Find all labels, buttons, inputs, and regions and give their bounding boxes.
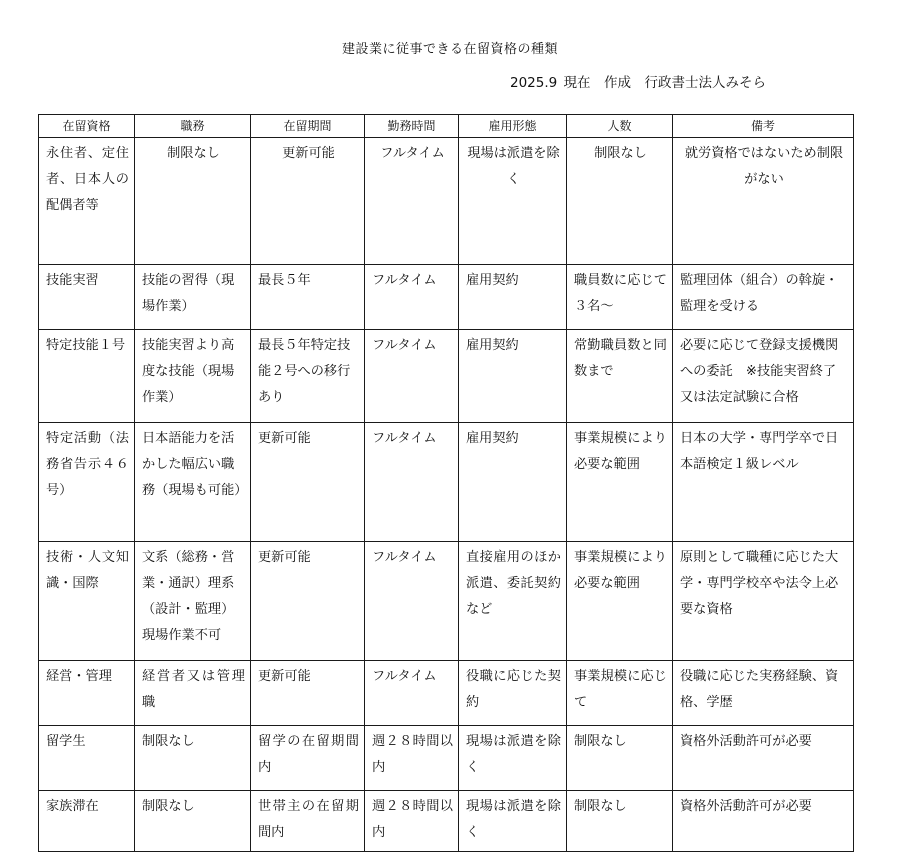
cell-hours: フルタイム — [365, 265, 459, 330]
cell-employment: 現場は派遣を除く — [459, 791, 567, 852]
cell-employment: 雇用契約 — [459, 330, 567, 423]
cell-period: 更新可能 — [251, 138, 365, 265]
cell-remarks: 資格外活動許可が必要 — [673, 791, 854, 852]
cell-hours: 週２８時間以内 — [365, 791, 459, 852]
cell-headcount: 制限なし — [567, 791, 673, 852]
table-row — [39, 542, 854, 661]
cell-headcount: 事業規模により必要な範囲 — [567, 423, 673, 542]
cell-remarks: 日本の大学・専門学卒で日本語検定１級レベル — [673, 423, 854, 542]
cell-remarks: 資格外活動許可が必要 — [673, 726, 854, 791]
cell-hours: フルタイム — [365, 423, 459, 542]
cell-headcount: 制限なし — [567, 138, 673, 265]
cell-employment: 現場は派遣を除く — [459, 138, 567, 265]
cell-hours: フルタイム — [365, 542, 459, 661]
cell-remarks: 就労資格ではないため制限がない — [673, 138, 854, 265]
cell-period: 最長５年 — [251, 265, 365, 330]
cell-duties: 日本語能力を活かした幅広い職務（現場も可能） — [135, 423, 251, 542]
header-headcount: 人数 — [567, 115, 673, 138]
cell-hours: フルタイム — [365, 661, 459, 726]
cell-remarks: 役職に応じた実務経験、資格、学歴 — [673, 661, 854, 726]
cell-remarks: 監理団体（組合）の斡旋・監理を受ける — [673, 265, 854, 330]
cell-period: 更新可能 — [251, 423, 365, 542]
cell-employment: 直接雇用のほか派遣、委託契約など — [459, 542, 567, 661]
table-row — [39, 265, 854, 330]
cell-employment: 雇用契約 — [459, 423, 567, 542]
cell-status: 留学生 — [39, 726, 135, 791]
cell-status: 技能実習 — [39, 265, 135, 330]
cell-headcount: 職員数に応じて３名～ — [567, 265, 673, 330]
header-remarks: 備考 — [673, 115, 854, 138]
cell-remarks: 原則として職種に応じた大学・専門学校卒や法令上必要な資格 — [673, 542, 854, 661]
cell-duties: 技能の習得（現場作業） — [135, 265, 251, 330]
cell-hours: 週２８時間以内 — [365, 726, 459, 791]
cell-period: 世帯主の在留期間内 — [251, 791, 365, 852]
cell-period: 留学の在留期間内 — [251, 726, 365, 791]
table-row — [39, 791, 854, 852]
cell-period: 更新可能 — [251, 661, 365, 726]
cell-employment: 役職に応じた契約 — [459, 661, 567, 726]
document-subtitle: 2025.9 現在 作成 行政書士法人みそら — [510, 75, 767, 91]
cell-duties: 文系（総務・営業・通訳）理系（設計・監理）現場作業不可 — [135, 542, 251, 661]
table-row — [39, 661, 854, 726]
header-status: 在留資格 — [39, 115, 135, 138]
table-row — [39, 726, 854, 791]
cell-employment: 現場は派遣を除く — [459, 726, 567, 791]
cell-headcount: 事業規模により必要な範囲 — [567, 542, 673, 661]
header-period: 在留期間 — [251, 115, 365, 138]
cell-headcount: 常勤職員数と同数まで — [567, 330, 673, 423]
table-row — [39, 138, 854, 265]
cell-duties: 技能実習より高度な技能（現場作業） — [135, 330, 251, 423]
cell-duties: 制限なし — [135, 138, 251, 265]
visa-types-table — [38, 114, 854, 852]
header-duties: 職務 — [135, 115, 251, 138]
table-row — [39, 423, 854, 542]
cell-duties: 経営者又は管理職 — [135, 661, 251, 726]
cell-headcount: 制限なし — [567, 726, 673, 791]
cell-status: 特定活動（法務省告示４６号） — [39, 423, 135, 542]
cell-duties: 制限なし — [135, 791, 251, 852]
cell-hours: フルタイム — [365, 330, 459, 423]
cell-remarks: 必要に応じて登録支援機関への委託 ※技能実習終了又は法定試験に合格 — [673, 330, 854, 423]
cell-status: 経営・管理 — [39, 661, 135, 726]
header-employment: 雇用形態 — [459, 115, 567, 138]
cell-hours: フルタイム — [365, 138, 459, 265]
cell-period: 更新可能 — [251, 542, 365, 661]
cell-duties: 制限なし — [135, 726, 251, 791]
cell-period: 最長５年特定技能２号への移行あり — [251, 330, 365, 423]
document-title: 建設業に従事できる在留資格の種類 — [341, 42, 558, 57]
cell-status: 家族滞在 — [39, 791, 135, 852]
cell-status: 永住者、定住者、日本人の配偶者等 — [39, 138, 135, 265]
header-hours: 勤務時間 — [365, 115, 459, 138]
cell-status: 特定技能１号 — [39, 330, 135, 423]
cell-status: 技術・人文知識・国際 — [39, 542, 135, 661]
table-header-row — [39, 115, 854, 138]
cell-employment: 雇用契約 — [459, 265, 567, 330]
table-row — [39, 330, 854, 423]
cell-headcount: 事業規模に応じて — [567, 661, 673, 726]
